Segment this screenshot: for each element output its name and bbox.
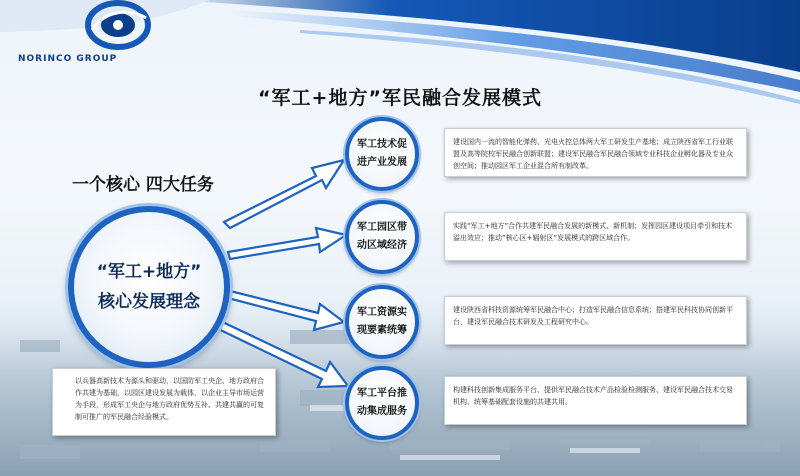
core-description-box bbox=[52, 368, 276, 436]
task-circle-3 bbox=[345, 285, 419, 359]
task-description-box-4 bbox=[444, 376, 747, 425]
core-concept-line-2: 核心发展理念 bbox=[98, 292, 200, 312]
task-description-1: 建设国内一流的智能化弹药、光电火控总体两大军工研发生产基地；成立陕西省军工行业联盟及高等院校军民融合创新联盟；建设军民融合军民融合领域专业科技企业孵化器及专业众创空间；推动园区军工企业混合所有制改革。 bbox=[453, 138, 733, 170]
task-label-4: 军工平台推动集成服务 bbox=[357, 388, 407, 417]
task-circle-1 bbox=[345, 117, 419, 191]
task-description-box-1 bbox=[444, 128, 747, 177]
core-concept-circle bbox=[68, 206, 230, 368]
arrow-task-1 bbox=[224, 160, 344, 228]
core-description-text: 以兵器高新技术为源头和驱动，以国防军工央企、地方政府合作共建为基础，以园区建设发展为载体，以企业主导市场运营为手段，形成军工央企与地方政府优势互补、共建共赢的可复制可推广的军民融合经验模式。 bbox=[75, 377, 264, 421]
subtitle: 一个核心 四大任务 bbox=[72, 175, 214, 195]
page-title: “军工+地方”军民融合发展模式 bbox=[258, 87, 542, 109]
task-label-2: 军工园区带动区域经济 bbox=[357, 222, 407, 251]
task-label-3: 军工资源实现要素统筹 bbox=[357, 307, 407, 336]
task-description-2: 实践“军工+地方”合作共建军民融合发展的新模式、新机制；发挥园区建设项目牵引和技术溢出效应；推动”核心区+辐射区”发展模式的跨区域合作。 bbox=[453, 222, 733, 242]
arrow-task-2 bbox=[228, 228, 346, 259]
task-description-4: 构建科技创新集成服务平台、提供军民融合技术产品检验检测服务、建设军民融合技术交易机构、统筹基础配套设施的共建共用。 bbox=[453, 386, 733, 406]
task-description-3: 建设陕西省科技资源统筹军民融合中心；打造军民融合信息系统；搭建军民科技协同创新平台，建设军民融合技术研发及工程研究中心。 bbox=[453, 306, 733, 326]
task-circle-2 bbox=[345, 200, 419, 274]
task-label-1: 军工技术促进产业发展 bbox=[357, 139, 407, 168]
task-description-box-3 bbox=[444, 296, 747, 345]
logo-wordmark: NORINCO GROUP bbox=[18, 54, 118, 64]
core-concept-line-1: “军工+地方” bbox=[96, 262, 202, 282]
task-description-box-2 bbox=[444, 212, 747, 261]
task-circle-4 bbox=[345, 366, 419, 440]
